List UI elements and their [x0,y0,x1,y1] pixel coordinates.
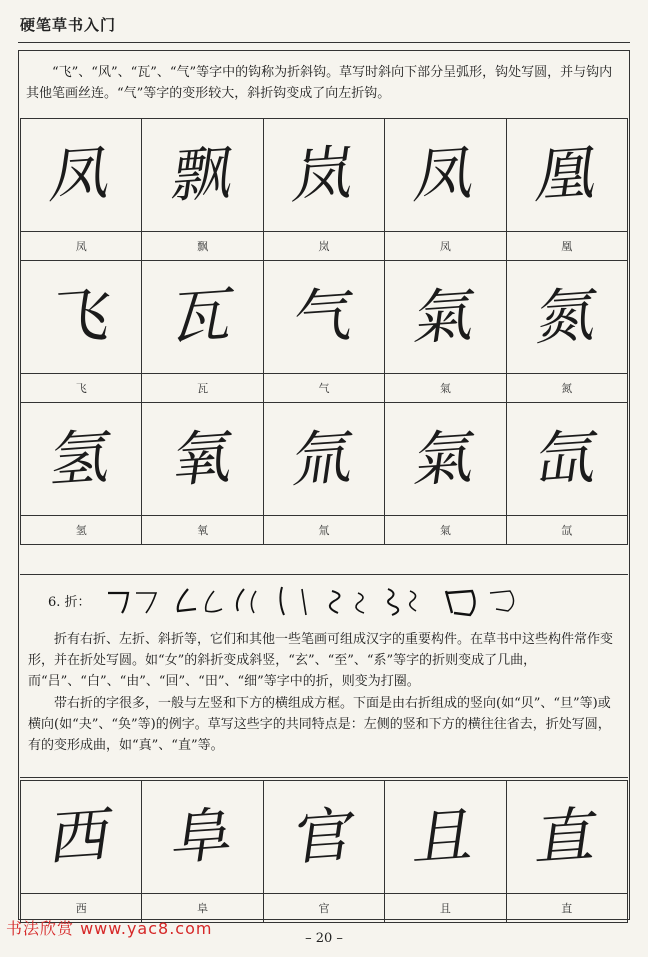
glyph-cell [21,403,142,516]
glyph-label: 岚 [263,232,384,261]
glyph-cell [142,403,263,516]
section-paragraph-2: 带右折的字很多，一般与左竖和下方的横组成方框。下面是由右折组成的竖向(如“贝”、“旦”等)或横向(如“夬”、“奂”等)的例字。草写这些字的共同特点是：左侧的竖和下方的横往往省去，折处写圆，有的变形成曲，如“真”、“直”等。 [28,696,611,753]
glyph-grid-2 [20,780,628,923]
calligraphy-glyph: 西 [45,799,117,875]
intro-paragraph: “飞”、“风”、“瓦”、“气”等字中的钩称为折斜钩。草写时斜向下部分呈弧形，钩处写圆，并与钩内其他笔画丝连。“气”等字的变形较大，斜折钩变成了向左折钩。 [26,65,613,101]
calligraphy-glyph: 直 [531,799,603,875]
glyph-label: 氢 [21,516,142,545]
page-number: – 20 – [305,931,343,946]
page-header [0,0,648,46]
calligraphy-glyph: 瓦 [167,279,238,355]
calligraphy-glyph: 氧 [167,421,238,497]
calligraphy-glyph: 凤 [45,137,117,213]
calligraphy-glyph: 氣 [410,279,481,355]
book-title: 硬笔草书入门 [20,16,117,34]
section-paragraph-1: 折有右折、左折、斜折等，它们和其他一些笔画可组成汉字的重要构件。在草书中这些构件常作变形，并在折处写圆。如“女”的斜折变成斜竖，“玄”、“至”、“系”等字的折则变成了几曲，而“吕”、“白”、“由”、“回”、“田”、“细”等字中的折，则变为打圈。 [28,632,614,689]
calligraphy-glyph: 凰 [531,137,603,213]
calligraphy-glyph: 岚 [288,137,360,213]
stroke-sample [490,591,514,611]
glyph-label: 凤 [385,232,506,261]
glyph-label: 氙 [506,516,627,545]
glyph-cell [142,261,263,374]
section-heading: 6. 折： [48,595,91,610]
stroke-sample [388,589,398,615]
stroke-sample [280,587,284,615]
stroke-examples [106,583,526,619]
stroke-sample [206,591,222,612]
glyph-label: 氣 [385,516,506,545]
glyph-grid-1 [20,118,628,545]
stroke-sample [302,589,306,615]
stroke-sample [251,591,256,613]
stroke-sample [410,591,416,611]
calligraphy-glyph: 氙 [531,421,603,497]
calligraphy-glyph: 氮 [531,279,603,355]
glyph-label: 瓦 [142,374,263,403]
glyph-cell [21,119,142,232]
stroke-sample [178,589,196,611]
stroke-sample [237,589,244,611]
glyph-cell [21,261,142,374]
glyph-cell [263,403,384,516]
header-rule [18,42,630,43]
section-zhe [20,574,628,778]
glyph-label: 凰 [506,232,627,261]
glyph-label: 气 [263,374,384,403]
calligraphy-glyph: 凤 [410,137,481,213]
glyph-label: 氣 [385,374,506,403]
stroke-sample [136,593,156,613]
glyph-cell [385,781,506,894]
glyph-label: 西 [21,894,142,923]
glyph-cell [142,119,263,232]
glyph-cell [21,781,142,894]
glyph-cell [263,119,384,232]
glyph-cell [506,403,627,516]
glyph-label: 飞 [21,374,142,403]
glyph-cell [385,403,506,516]
stroke-sample [356,593,364,613]
glyph-cell [506,261,627,374]
glyph-label: 氚 [263,516,384,545]
glyph-cell [385,119,506,232]
calligraphy-glyph: 阜 [167,799,238,875]
glyph-label: 阜 [142,894,263,923]
calligraphy-glyph: 官 [288,799,360,875]
site-watermark: 书法欣赏 www.yac8.com [6,919,213,938]
glyph-label: 氮 [506,374,627,403]
stroke-sample [108,593,128,613]
glyph-label: 直 [506,894,627,923]
calligraphy-glyph: 氢 [45,421,117,497]
glyph-cell [385,261,506,374]
glyph-label: 且 [385,894,506,923]
glyph-cell [506,781,627,894]
calligraphy-glyph: 飘 [167,137,238,213]
glyph-cell [142,781,263,894]
glyph-cell [506,119,627,232]
calligraphy-glyph: 且 [410,799,481,875]
calligraphy-glyph: 氚 [288,421,360,497]
calligraphy-glyph: 飞 [45,279,117,355]
stroke-sample [446,591,475,615]
glyph-label: 官 [263,894,384,923]
glyph-label: 飘 [142,232,263,261]
calligraphy-glyph: 气 [288,279,360,355]
glyph-label: 氧 [142,516,263,545]
glyph-cell [263,781,384,894]
stroke-sample [330,591,340,613]
glyph-cell [263,261,384,374]
glyph-label: 凤 [21,232,142,261]
calligraphy-glyph: 氣 [410,421,481,497]
